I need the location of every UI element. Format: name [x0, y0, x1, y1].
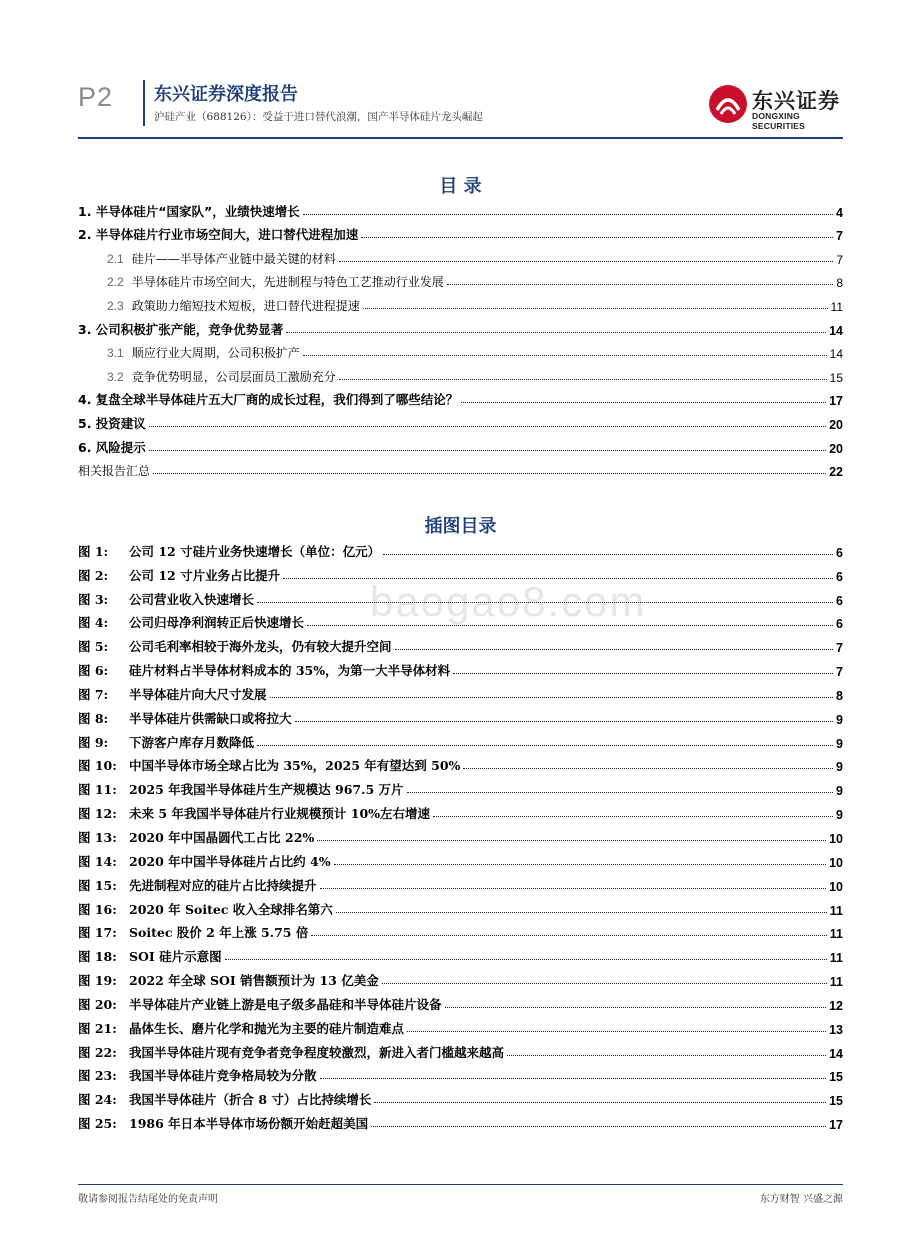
dot-leader [382, 983, 827, 984]
dot-leader [317, 840, 826, 841]
figure-entry[interactable]: 图 11: 2025 年我国半导体硅片生产规模达 967.5 万片 9 [78, 782, 843, 799]
footer-rule [78, 1184, 843, 1185]
figure-entry[interactable]: 图 21: 晶体生长、磨片化学和抛光为主要的硅片制造难点 13 [78, 1020, 843, 1037]
dot-leader [507, 1055, 826, 1056]
figure-entry[interactable]: 图 12: 未来 5 年我国半导体硅片行业规模预计 10%左右增速 9 [78, 806, 843, 823]
figure-entry[interactable]: 图 10: 中国半导体市场全球占比为 35%，2025 年有望达到 50% 9 [78, 758, 843, 775]
dot-leader [303, 214, 833, 215]
figure-entry[interactable]: 图 4: 公司归母净利润转正后快速增长 6 [78, 615, 843, 632]
figure-entry[interactable]: 图 15: 先进制程对应的硅片占比持续提升 10 [78, 877, 843, 894]
figure-entry[interactable]: 图 2: 公司 12 寸片业务占比提升 6 [78, 567, 843, 584]
figure-entry[interactable]: 图 19: 2022 年全球 SOI 销售额预计为 13 亿美金 11 [78, 973, 843, 990]
figure-entry[interactable]: 图 7: 半导体硅片向大尺寸发展 8 [78, 686, 843, 703]
dot-leader [320, 1078, 827, 1079]
toc-subentry[interactable]: 2.2 半导体硅片市场空间大，先进制程与特色工艺推动行业发展 8 [78, 267, 843, 291]
dot-leader [407, 792, 834, 793]
dot-leader [363, 308, 828, 309]
logo-mark-icon [708, 84, 748, 124]
dot-leader [257, 602, 833, 603]
figure-entry[interactable]: 图 1: 公司 12 寸硅片业务快速增长（单位：亿元） 6 [78, 543, 843, 560]
logo-name-cn: 东兴证券 [752, 89, 840, 113]
figure-entry[interactable]: 图 3: 公司营业收入快速增长 6 [78, 591, 843, 608]
dot-leader [336, 912, 827, 913]
figure-entry[interactable]: 图 9: 下游客户库存月数降低 9 [78, 734, 843, 751]
dot-leader [447, 284, 834, 285]
header-rule [78, 137, 843, 139]
page-number: P2 [78, 82, 114, 112]
toc-subentry[interactable]: 3.1 顺应行业大周期，公司积极扩产 14 [78, 338, 843, 362]
toc-entry[interactable]: 6. 风险提示 20 [78, 439, 843, 456]
figure-list [78, 536, 843, 1132]
logo-name-en: DONGXING SECURITIES [752, 111, 806, 131]
dot-leader [283, 578, 833, 579]
dot-leader [286, 332, 826, 333]
footer-slogan: 东方财智 兴盛之源 [759, 1194, 843, 1205]
dot-leader [149, 450, 826, 451]
figure-entry[interactable]: 图 20: 半导体硅片产业链上游是电子级多晶硅和半导体硅片设备 12 [78, 996, 843, 1013]
figure-entry[interactable]: 图 14: 2020 年中国半导体硅片占比约 4% 10 [78, 853, 843, 870]
toc-subentry[interactable]: 2.1 硅片——半导体产业链中最关键的材料 7 [78, 243, 843, 267]
dot-leader [270, 697, 834, 698]
report-subtitle: 沪硅产业（688126）：受益于进口替代浪潮，国产半导体硅片龙头崛起 [154, 111, 483, 123]
figure-entry[interactable]: 图 8: 半导体硅片供需缺口或将拉大 9 [78, 710, 843, 727]
dot-leader [383, 554, 833, 555]
figure-entry[interactable]: 图 18: SOI 硅片示意图 11 [78, 949, 843, 966]
figure-entry[interactable]: 图 25: 1986 年日本半导体市场份额开始赶超美国 17 [78, 1116, 843, 1133]
dot-leader [149, 426, 826, 427]
watermark: baogao8.com [370, 578, 647, 625]
dot-leader [395, 649, 834, 650]
dot-leader [374, 1102, 826, 1103]
header-divider [143, 80, 145, 126]
company-logo [708, 82, 848, 131]
dot-leader [311, 935, 826, 936]
dot-leader [334, 864, 827, 865]
footer-disclaimer: 敬请参阅报告结尾处的免责声明 [78, 1194, 218, 1205]
figure-entry[interactable]: 图 17: Soitec 股价 2 年上涨 5.75 倍 11 [78, 925, 843, 942]
figure-list-title: 插图目录 [424, 516, 497, 537]
dot-leader [407, 1031, 826, 1032]
toc-list [78, 196, 843, 479]
dot-leader [225, 959, 827, 960]
dot-leader [361, 237, 833, 238]
toc-subentry[interactable]: 2.3 政策助力缩短技术短板，进口替代进程提速 11 [78, 290, 843, 314]
dot-leader [339, 379, 827, 380]
dot-leader [257, 745, 833, 746]
toc-subentry[interactable]: 3.2 竞争优势明显，公司层面员工激励充分 15 [78, 361, 843, 385]
figure-entry[interactable]: 图 16: 2020 年 Soitec 收入全球排名第六 11 [78, 901, 843, 918]
dot-leader [339, 261, 834, 262]
toc-entry[interactable]: 3. 公司积极扩张产能，竞争优势显著 14 [78, 321, 843, 338]
dot-leader [153, 473, 826, 474]
dot-leader [445, 1007, 827, 1008]
dot-leader [307, 625, 833, 626]
toc-entry[interactable]: 4. 复盘全球半导体硅片五大厂商的成长过程，我们得到了哪些结论？ 17 [78, 392, 843, 409]
dot-leader [461, 402, 826, 403]
figure-entry[interactable]: 图 24: 我国半导体硅片（折合 8 寸）占比持续增长 15 [78, 1092, 843, 1109]
dot-leader [295, 721, 834, 722]
toc-entry[interactable]: 1. 半导体硅片“国家队”，业绩快速增长 4 [78, 203, 843, 220]
toc-entry[interactable]: 2. 半导体硅片行业市场空间大，进口替代进程加速 7 [78, 227, 843, 244]
dot-leader [433, 816, 833, 817]
dot-leader [453, 673, 833, 674]
figure-entry[interactable]: 图 6: 硅片材料占半导体材料成本的 35%，为第一大半导体材料 7 [78, 663, 843, 680]
toc-title: 目 录 [439, 176, 482, 197]
toc-entry[interactable]: 5. 投资建议 20 [78, 415, 843, 432]
toc-entry[interactable]: 相关报告汇总 22 [78, 464, 843, 480]
figure-entry[interactable]: 图 5: 公司毛利率相较于海外龙头，仍有较大提升空间 7 [78, 639, 843, 656]
dot-leader [320, 888, 827, 889]
dot-leader [463, 768, 833, 769]
page-header [0, 0, 920, 140]
dot-leader [303, 355, 827, 356]
figure-entry[interactable]: 图 22: 我国半导体硅片现有竞争者竞争程度较激烈，新进入者门槛越来越高 14 [78, 1044, 843, 1061]
report-type-title: 东兴证券深度报告 [154, 84, 298, 105]
figure-entry[interactable]: 图 23: 我国半导体硅片竞争格局较为分散 15 [78, 1068, 843, 1085]
dot-leader [371, 1126, 826, 1127]
figure-entry[interactable]: 图 13: 2020 年中国晶圆代工占比 22% 10 [78, 829, 843, 846]
